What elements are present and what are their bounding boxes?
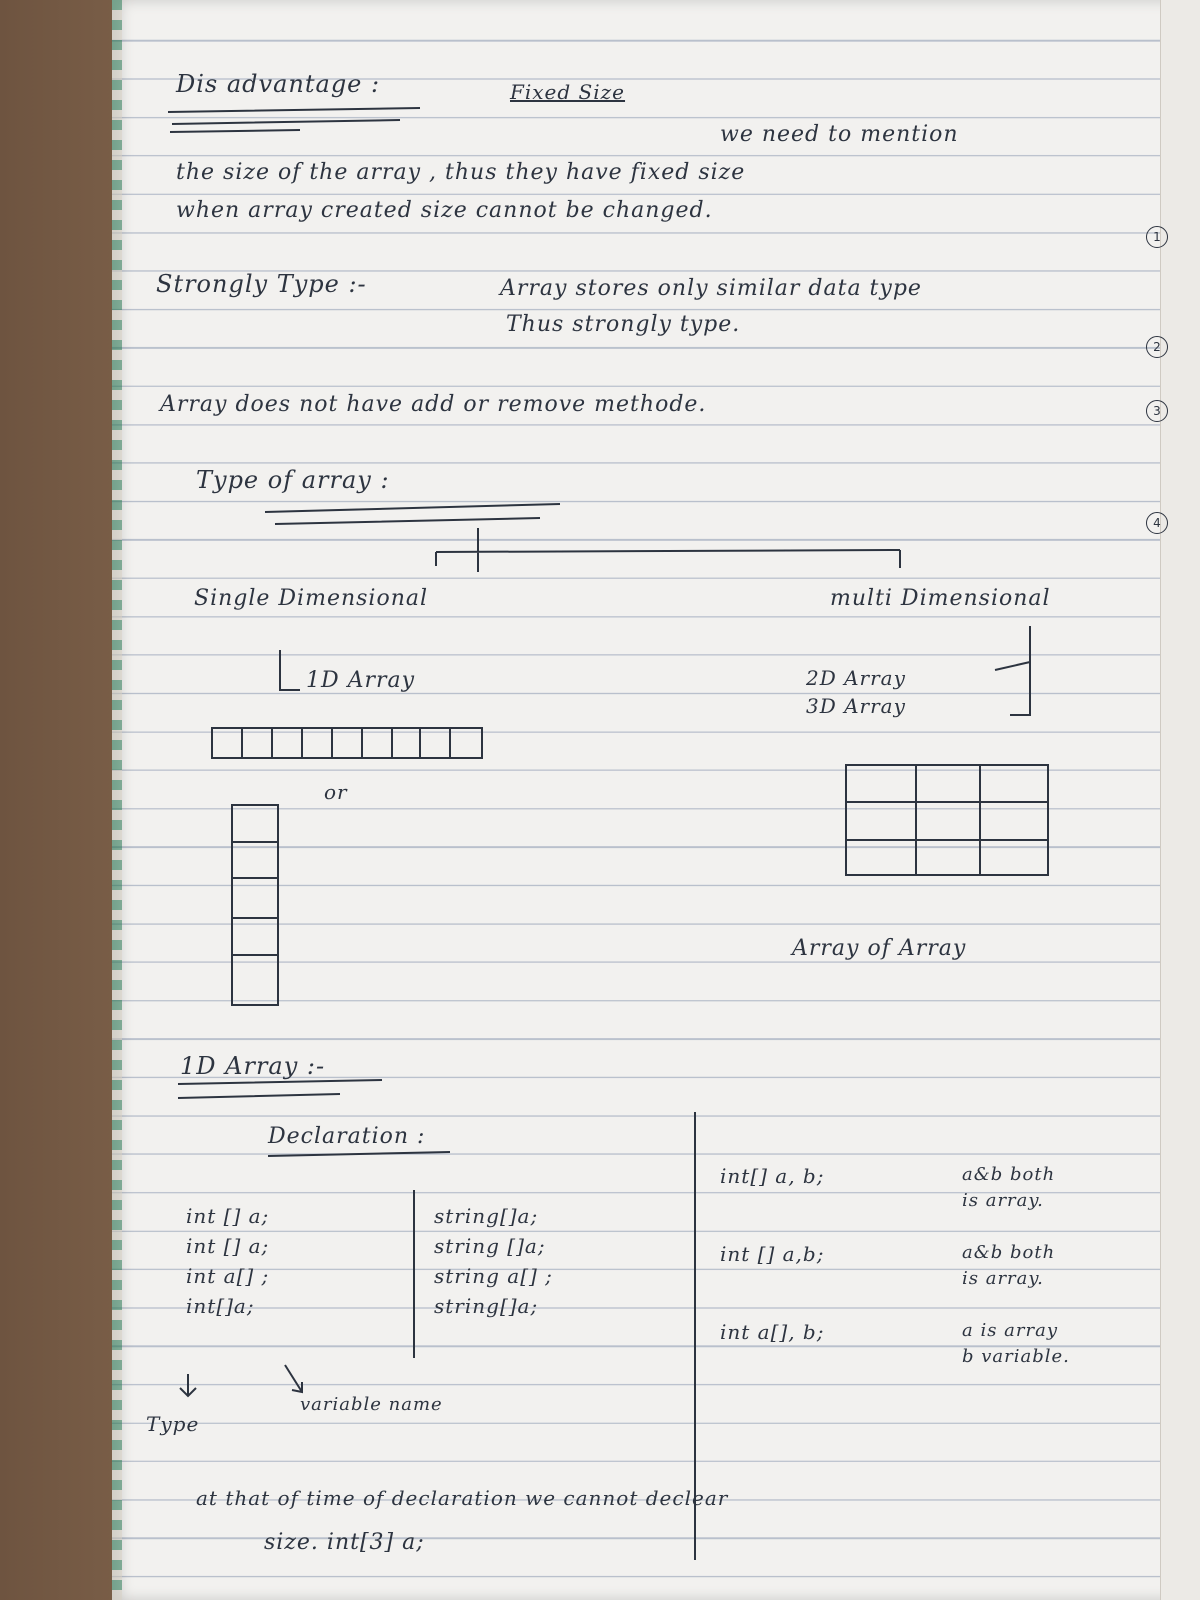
multi-dimensional: multi Dimensional	[830, 586, 1051, 611]
int-decl: int [] a;	[186, 1234, 270, 1258]
string-decl: string []a;	[434, 1234, 546, 1258]
strongly-text1: Array stores only similar data type	[500, 276, 922, 301]
array-of-array: Array of Array	[792, 936, 967, 961]
circled-number: 3	[1146, 400, 1168, 422]
strongly-text2: Thus strongly type.	[506, 312, 741, 337]
circled-number: 2	[1146, 336, 1168, 358]
string-decl: string a[] ;	[434, 1264, 553, 1288]
right-decl-note: is array.	[962, 1190, 1044, 1211]
circled-number: 4	[1146, 512, 1168, 534]
one-d-array-label: 1D Array	[306, 668, 416, 693]
fixed-line2: the size of the array , thus they have fixed size	[176, 160, 746, 185]
or-label: or	[324, 780, 348, 804]
page-binding-edge	[112, 0, 122, 1600]
fixed-line3: when array created size cannot be changed.	[176, 198, 713, 223]
strongly-label: Strongly Type :-	[156, 270, 367, 298]
types-heading: Type of array :	[196, 466, 390, 494]
string-decl: string[]a;	[434, 1204, 539, 1228]
right-decl-note: a is array	[962, 1320, 1059, 1341]
two-d-array-label: 2D Array	[806, 666, 906, 690]
bottom-line1: at that of time of declaration we cannot declear	[196, 1486, 729, 1510]
int-decl: int a[] ;	[186, 1264, 270, 1288]
right-decl-note: b variable.	[962, 1346, 1070, 1367]
right-decl-note: a&b both	[962, 1242, 1056, 1263]
methods-line: Array does not have add or remove methode.	[160, 392, 707, 417]
right-decl-code: int [] a,b;	[720, 1242, 825, 1266]
circled-number: 1	[1146, 226, 1168, 248]
type-label: Type	[146, 1412, 200, 1436]
fixed-line1: we need to mention	[720, 122, 959, 147]
disadvantage-heading: Dis advantage :	[176, 70, 381, 98]
int-decl: int[]a;	[186, 1294, 255, 1318]
bottom-line2: size. int[3] a;	[264, 1530, 425, 1555]
single-dimensional: Single Dimensional	[194, 586, 429, 611]
variable-name-label: variable name	[300, 1394, 443, 1415]
fixed-size-label: Fixed Size	[510, 80, 626, 104]
three-d-array-label: 3D Array	[806, 694, 906, 718]
right-decl-note: is array.	[962, 1268, 1044, 1289]
right-decl-note: a&b both	[962, 1164, 1056, 1185]
int-decl: int [] a;	[186, 1204, 270, 1228]
string-decl: string[]a;	[434, 1294, 539, 1318]
one-d-heading: 1D Array :-	[180, 1052, 326, 1080]
declaration-heading: Declaration :	[268, 1124, 426, 1149]
right-decl-code: int[] a, b;	[720, 1164, 825, 1188]
right-decl-code: int a[], b;	[720, 1320, 825, 1344]
